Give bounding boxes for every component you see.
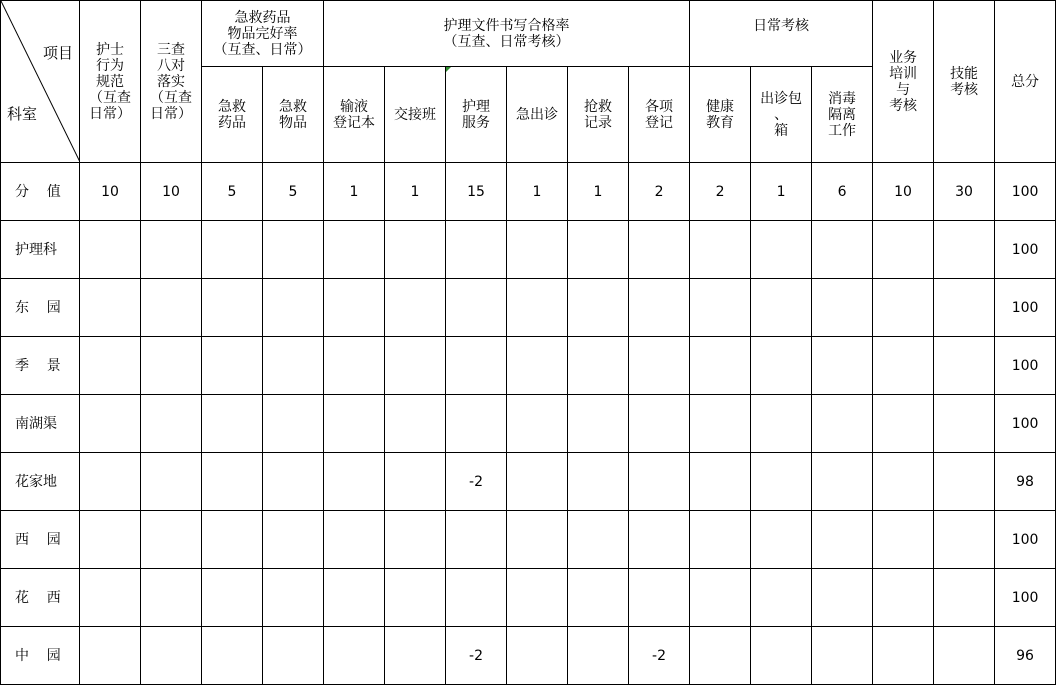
score-cell	[324, 337, 385, 395]
score-cell	[324, 279, 385, 337]
score-cell	[385, 511, 446, 569]
score-cell	[568, 279, 629, 337]
score-cell	[507, 337, 568, 395]
score-cell: -2	[629, 627, 690, 685]
total-cell: 100	[995, 163, 1056, 221]
score-cell: -2	[446, 453, 507, 511]
score-cell	[446, 395, 507, 453]
department-row	[1, 627, 1056, 685]
row-label: 分 值	[1, 163, 80, 221]
score-cell: 1	[568, 163, 629, 221]
department-row	[1, 279, 1056, 337]
score-cell	[751, 511, 812, 569]
score-cell	[934, 511, 995, 569]
score-cell	[751, 395, 812, 453]
score-cell	[141, 337, 202, 395]
score-cell	[263, 627, 324, 685]
score-cell	[263, 337, 324, 395]
row-label: 南湖渠	[1, 395, 80, 453]
score-cell	[873, 627, 934, 685]
department-row	[1, 221, 1056, 279]
header-daily-label: 日常考核	[753, 17, 810, 34]
score-cell	[812, 337, 873, 395]
diagonal-divider	[1, 1, 80, 162]
row-label: 花家地	[1, 453, 80, 511]
subheader-cell: 各项 登记	[629, 67, 690, 163]
score-cell	[202, 627, 263, 685]
score-cell	[385, 337, 446, 395]
score-cell	[812, 569, 873, 627]
score-cell	[568, 453, 629, 511]
score-cell: 2	[690, 163, 751, 221]
score-cell	[80, 279, 141, 337]
header-training: 业务 培训 与 考核	[873, 1, 934, 163]
header-group-document-rate: 护理文件书写合格率 （互查、日常考核）	[324, 1, 690, 67]
score-cell	[202, 453, 263, 511]
score-cell	[324, 511, 385, 569]
total-cell: 100	[995, 221, 1056, 279]
subheader-cell: 出诊包 、 箱	[751, 67, 812, 163]
score-cell	[934, 395, 995, 453]
score-cell	[141, 569, 202, 627]
score-cell: 15	[446, 163, 507, 221]
score-cell	[751, 453, 812, 511]
total-cell: 100	[995, 511, 1056, 569]
score-cell	[690, 569, 751, 627]
score-cell	[690, 337, 751, 395]
score-cell	[324, 453, 385, 511]
score-cell	[80, 395, 141, 453]
score-cell: -2	[446, 627, 507, 685]
score-cell: 1	[507, 163, 568, 221]
department-row	[1, 511, 1056, 569]
score-cell	[934, 279, 995, 337]
score-cell	[80, 627, 141, 685]
score-cell	[629, 337, 690, 395]
corner-dept-label: 科室	[7, 105, 38, 123]
score-cell	[568, 337, 629, 395]
score-cell	[629, 511, 690, 569]
score-cell	[141, 395, 202, 453]
total-cell: 96	[995, 627, 1056, 685]
score-cell	[873, 395, 934, 453]
score-cell	[812, 511, 873, 569]
header-skill: 技能 考核	[934, 1, 995, 163]
score-cell	[568, 511, 629, 569]
row-label: 中 园	[1, 627, 80, 685]
department-row	[1, 395, 1056, 453]
score-cell	[934, 221, 995, 279]
score-cell	[202, 511, 263, 569]
score-cell	[263, 221, 324, 279]
subheader-cell: 健康 教育	[690, 67, 751, 163]
score-cell	[202, 337, 263, 395]
score-cell	[202, 569, 263, 627]
header-group-daily	[690, 1, 873, 67]
score-cell	[751, 569, 812, 627]
score-cell	[568, 569, 629, 627]
score-cell	[324, 569, 385, 627]
score-cell	[934, 627, 995, 685]
score-cell	[629, 569, 690, 627]
score-cell	[629, 395, 690, 453]
score-cell: 5	[202, 163, 263, 221]
score-cell	[202, 395, 263, 453]
header-group-drug-integrity: 急救药品 物品完好率 （互查、日常）	[202, 1, 324, 67]
score-cell	[690, 279, 751, 337]
department-row	[1, 453, 1056, 511]
score-cell	[690, 221, 751, 279]
score-cell	[873, 511, 934, 569]
score-cell: 6	[812, 163, 873, 221]
score-cell	[690, 627, 751, 685]
score-cell	[446, 279, 507, 337]
score-cell	[385, 279, 446, 337]
score-cell	[873, 279, 934, 337]
score-cell	[629, 221, 690, 279]
score-cell	[812, 395, 873, 453]
score-cell	[263, 511, 324, 569]
score-cell	[446, 221, 507, 279]
score-cell	[690, 453, 751, 511]
row-label: 护理科	[1, 221, 80, 279]
total-cell: 100	[995, 337, 1056, 395]
subheader-cell: 急救 药品	[202, 67, 263, 163]
score-cell: 1	[324, 163, 385, 221]
score-cell: 1	[385, 163, 446, 221]
score-cell	[385, 627, 446, 685]
score-cell	[141, 511, 202, 569]
corner-item-label: 项目	[42, 44, 73, 62]
score-cell	[202, 221, 263, 279]
row-label: 花 西	[1, 569, 80, 627]
total-cell: 98	[995, 453, 1056, 511]
score-value-row	[1, 163, 1056, 221]
total-cell: 100	[995, 395, 1056, 453]
score-cell	[873, 453, 934, 511]
score-cell	[446, 511, 507, 569]
score-cell	[141, 627, 202, 685]
score-cell	[873, 337, 934, 395]
subheader-cell: 消毒 隔离 工作	[812, 67, 873, 163]
score-cell	[751, 627, 812, 685]
corner-header-cell	[1, 1, 80, 163]
subheader-cell: 护理 服务	[446, 67, 507, 163]
score-cell	[934, 337, 995, 395]
score-cell	[446, 569, 507, 627]
score-cell	[141, 221, 202, 279]
score-cell	[507, 279, 568, 337]
score-cell	[812, 221, 873, 279]
score-cell: 1	[751, 163, 812, 221]
department-row	[1, 337, 1056, 395]
score-cell	[934, 453, 995, 511]
score-cell	[80, 221, 141, 279]
subheader-cell: 交接班	[385, 67, 446, 163]
score-cell	[690, 395, 751, 453]
score-cell: 30	[934, 163, 995, 221]
score-cell	[80, 453, 141, 511]
score-cell	[385, 453, 446, 511]
score-cell	[507, 627, 568, 685]
score-cell: 10	[80, 163, 141, 221]
score-cell	[751, 279, 812, 337]
score-cell	[263, 569, 324, 627]
score-cell	[629, 453, 690, 511]
header-nurse-conduct: 护士 行为 规范 （互查 日常）	[80, 1, 141, 163]
score-cell	[80, 337, 141, 395]
row-label: 东 园	[1, 279, 80, 337]
score-cell	[690, 511, 751, 569]
score-cell	[507, 569, 568, 627]
total-cell: 100	[995, 569, 1056, 627]
header-total: 总分	[995, 1, 1056, 163]
score-cell: 10	[141, 163, 202, 221]
score-cell: 10	[873, 163, 934, 221]
score-cell	[141, 279, 202, 337]
score-cell	[812, 627, 873, 685]
score-cell	[507, 453, 568, 511]
score-cell: 5	[263, 163, 324, 221]
row-label: 季 景	[1, 337, 80, 395]
subheader-cell: 抢救 记录	[568, 67, 629, 163]
header-three-checks: 三查 八对 落实 （互查 日常）	[141, 1, 202, 163]
score-cell	[507, 221, 568, 279]
score-cell	[385, 395, 446, 453]
score-cell	[873, 569, 934, 627]
score-cell	[324, 221, 385, 279]
score-cell	[385, 569, 446, 627]
score-cell	[629, 279, 690, 337]
score-cell	[324, 627, 385, 685]
score-cell	[263, 395, 324, 453]
score-cell	[568, 221, 629, 279]
score-cell	[507, 395, 568, 453]
score-cell: 2	[629, 163, 690, 221]
score-cell	[568, 395, 629, 453]
score-cell	[873, 221, 934, 279]
score-cell	[80, 569, 141, 627]
department-row	[1, 569, 1056, 627]
total-cell: 100	[995, 279, 1056, 337]
score-cell	[751, 221, 812, 279]
header-row-top	[1, 1, 1056, 67]
subheader-cell: 急救 物品	[263, 67, 324, 163]
score-cell	[507, 511, 568, 569]
subheader-cell: 急出诊	[507, 67, 568, 163]
score-cell	[568, 627, 629, 685]
row-label: 西 园	[1, 511, 80, 569]
score-cell	[263, 453, 324, 511]
score-cell	[812, 453, 873, 511]
score-cell	[934, 569, 995, 627]
score-cell	[446, 337, 507, 395]
score-cell	[202, 279, 263, 337]
subheader-cell: 输液 登记本	[324, 67, 385, 163]
score-cell	[141, 453, 202, 511]
score-cell	[751, 337, 812, 395]
score-cell	[812, 279, 873, 337]
score-cell	[385, 221, 446, 279]
score-cell	[80, 511, 141, 569]
score-cell	[324, 395, 385, 453]
score-cell	[263, 279, 324, 337]
